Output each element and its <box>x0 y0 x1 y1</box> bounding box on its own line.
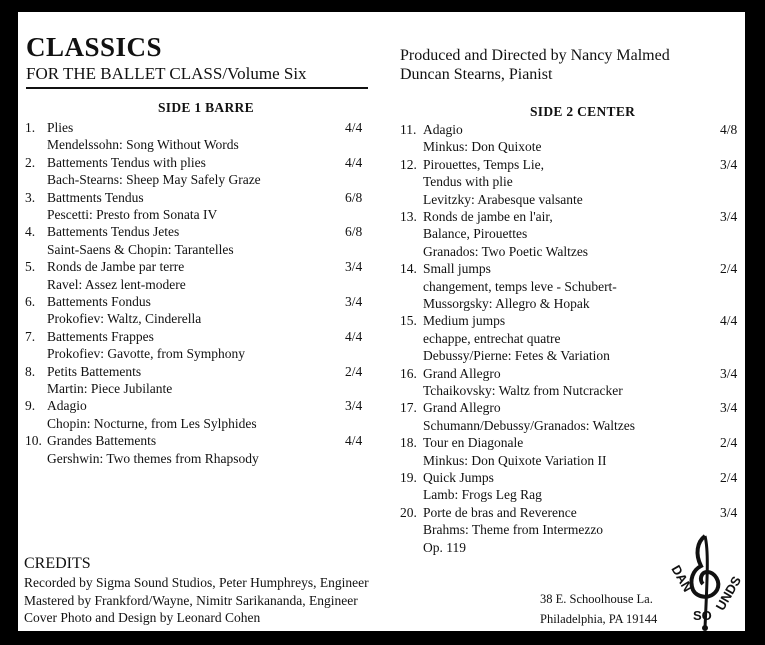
time-signature: 4/4 <box>345 328 363 344</box>
time-signature: 3/4 <box>720 504 738 520</box>
time-signature: 4/4 <box>345 433 363 449</box>
track-detail: Gershwin: Two themes from Rhapsody <box>47 450 259 466</box>
track-title: Grand Allegro <box>423 365 501 381</box>
track-detail: Tendus with plie <box>423 174 513 190</box>
credit-line: Mastered by Frankford/Wayne, Nimitr Sarikananda, Engineer <box>24 593 358 608</box>
time-signature: 4/4 <box>345 154 363 170</box>
track-detail: echappe, entrechat quatre <box>423 330 561 346</box>
time-signature: 3/4 <box>345 398 363 414</box>
track-detail: Granados: Two Poetic Waltzes <box>423 243 589 259</box>
track-detail: Prokofiev: Gavotte, from Symphony <box>47 346 245 362</box>
treble-clef-icon <box>663 532 745 632</box>
track-4 <box>25 223 363 258</box>
credits-heading: CREDITS <box>24 555 91 572</box>
track-title: Adagio <box>47 398 87 414</box>
address-city: Philadelphia, PA 19144 <box>540 612 658 626</box>
pianist: Duncan Stearns, Pianist <box>400 66 553 83</box>
time-signature: 4/4 <box>720 313 738 329</box>
svg-text:UNDS: UNDS <box>712 573 745 613</box>
track-3 <box>25 189 363 224</box>
track-13 <box>400 208 738 260</box>
track-number: 2. <box>25 154 36 170</box>
time-signature: 2/4 <box>720 435 738 451</box>
divider <box>26 87 368 89</box>
time-signature: 4/8 <box>720 122 738 137</box>
track-number: 6. <box>25 294 36 309</box>
album-subtitle: FOR THE BALLET CLASS/Volume Six <box>26 64 307 83</box>
track-11 <box>400 121 738 156</box>
svg-text:SO: SO <box>693 608 712 623</box>
dansounds-logo <box>663 532 745 637</box>
track-title: Grandes Battements <box>47 433 157 449</box>
track-detail: Mendelssohn: Song Without Words <box>47 137 239 153</box>
album-title: CLASSICS <box>26 32 163 62</box>
track-title: Small jumps <box>423 261 491 277</box>
track-number: 1. <box>25 120 36 135</box>
track-title: Battements Fondus <box>47 294 151 309</box>
time-signature: 3/4 <box>720 400 738 416</box>
track-15 <box>400 312 738 364</box>
side1-heading: SIDE 1 BARRE <box>158 100 254 115</box>
track-2 <box>25 154 363 189</box>
cd-back-cover <box>18 12 745 631</box>
time-signature: 3/4 <box>720 156 738 172</box>
time-signature: 2/4 <box>345 363 363 379</box>
track-number: 8. <box>25 363 36 379</box>
track-number: 16. <box>400 365 417 381</box>
track-title: Plies <box>47 120 74 135</box>
track-number: 4. <box>25 224 36 240</box>
track-title: Tour en Diagonale <box>423 435 524 451</box>
track-detail: Ravel: Assez lent-modere <box>47 276 186 292</box>
track-title: Adagio <box>423 122 463 137</box>
track-title: Battments Tendus <box>47 189 144 205</box>
track-16 <box>400 365 738 400</box>
time-signature: 3/4 <box>720 365 738 381</box>
track-number: 10. <box>25 433 42 449</box>
track-detail: Levitzky: Arabesque valsante <box>423 191 583 207</box>
track-title: Battements Frappes <box>47 328 154 344</box>
track-number: 9. <box>25 398 36 414</box>
track-12 <box>400 156 738 208</box>
track-number: 15. <box>400 313 417 329</box>
track-number: 17. <box>400 400 417 416</box>
track-number: 3. <box>25 189 36 205</box>
track-title: Quick Jumps <box>423 470 494 485</box>
time-signature: 3/4 <box>345 294 363 309</box>
track-detail: Mussorgsky: Allegro & Hopak <box>423 296 590 311</box>
track-detail: Schumann/Debussy/Granados: Waltzes <box>423 417 635 433</box>
track-title: Battements Tendus Jetes <box>47 224 180 240</box>
svg-text:DAN: DAN <box>668 562 696 595</box>
track-number: 5. <box>25 259 36 275</box>
track-number: 19. <box>400 470 417 485</box>
track-number: 11. <box>400 122 417 137</box>
track-title: Ronds de jambe en l'air, <box>423 209 553 224</box>
track-6 <box>25 293 363 328</box>
track-detail: Brahms: Theme from Intermezzo <box>423 522 604 538</box>
time-signature: 4/4 <box>345 120 363 135</box>
time-signature: 6/8 <box>345 224 363 240</box>
track-10 <box>25 432 363 467</box>
track-9 <box>25 397 363 432</box>
track-7 <box>25 328 363 363</box>
track-number: 20. <box>400 504 417 520</box>
track-title: Porte de bras and Reverence <box>423 504 577 520</box>
track-detail: Lamb: Frogs Leg Rag <box>423 487 542 503</box>
track-17 <box>400 399 738 434</box>
track-detail: Chopin: Nocturne, from Les Sylphides <box>47 415 257 431</box>
track-detail: Tchaikovsky: Waltz from Nutcracker <box>423 383 623 398</box>
track-14 <box>400 260 738 312</box>
credit-line: Cover Photo and Design by Leonard Cohen <box>24 610 261 625</box>
track-title: Petits Battements <box>47 363 142 379</box>
time-signature: 3/4 <box>345 259 363 275</box>
track-5 <box>25 258 363 293</box>
track-title: Pirouettes, Temps Lie, <box>423 156 545 172</box>
credit-line: Recorded by Sigma Sound Studios, Peter Humphreys, Engineer <box>24 575 369 590</box>
track-detail: Debussy/Pierne: Fetes & Variation <box>423 348 610 364</box>
producer: Produced and Directed by Nancy Malmed <box>400 47 670 64</box>
track-title: Ronds de Jambe par terre <box>47 259 185 275</box>
time-signature: 2/4 <box>720 470 738 485</box>
track-number: 14. <box>400 261 417 277</box>
track-detail: Prokofiev: Waltz, Cinderella <box>47 311 202 327</box>
track-20 <box>400 504 738 556</box>
production-credits <box>400 46 670 84</box>
track-title: Medium jumps <box>423 313 506 329</box>
time-signature: 6/8 <box>345 189 363 205</box>
track-detail: Minkus: Don Quixote Variation II <box>423 452 607 468</box>
track-1 <box>25 119 363 154</box>
track-18 <box>400 434 738 469</box>
track-title: Grand Allegro <box>423 400 501 416</box>
track-19 <box>400 469 738 504</box>
time-signature: 2/4 <box>720 261 738 277</box>
track-detail: Bach-Stearns: Sheep May Safely Graze <box>47 172 261 188</box>
address-street: 38 E. Schoolhouse La. <box>540 592 653 606</box>
track-number: 12. <box>400 156 417 172</box>
track-detail: Saint-Saens & Chopin: Tarantelles <box>47 241 234 257</box>
track-detail: Martin: Piece Jubilante <box>47 381 173 396</box>
track-detail: Minkus: Don Quixote <box>423 139 542 155</box>
track-detail: Balance, Pirouettes <box>423 226 528 242</box>
time-signature: 3/4 <box>720 209 738 224</box>
side2-heading: SIDE 2 CENTER <box>530 104 636 119</box>
track-number: 13. <box>400 209 417 224</box>
track-detail: changement, temps leve - Schubert- <box>423 278 617 294</box>
track-detail: Pescetti: Presto from Sonata IV <box>47 207 218 222</box>
track-8 <box>25 363 363 398</box>
track-detail: Op. 119 <box>423 539 466 555</box>
track-number: 7. <box>25 328 36 344</box>
track-title: Battements Tendus with plies <box>47 154 206 170</box>
track-number: 18. <box>400 435 417 451</box>
